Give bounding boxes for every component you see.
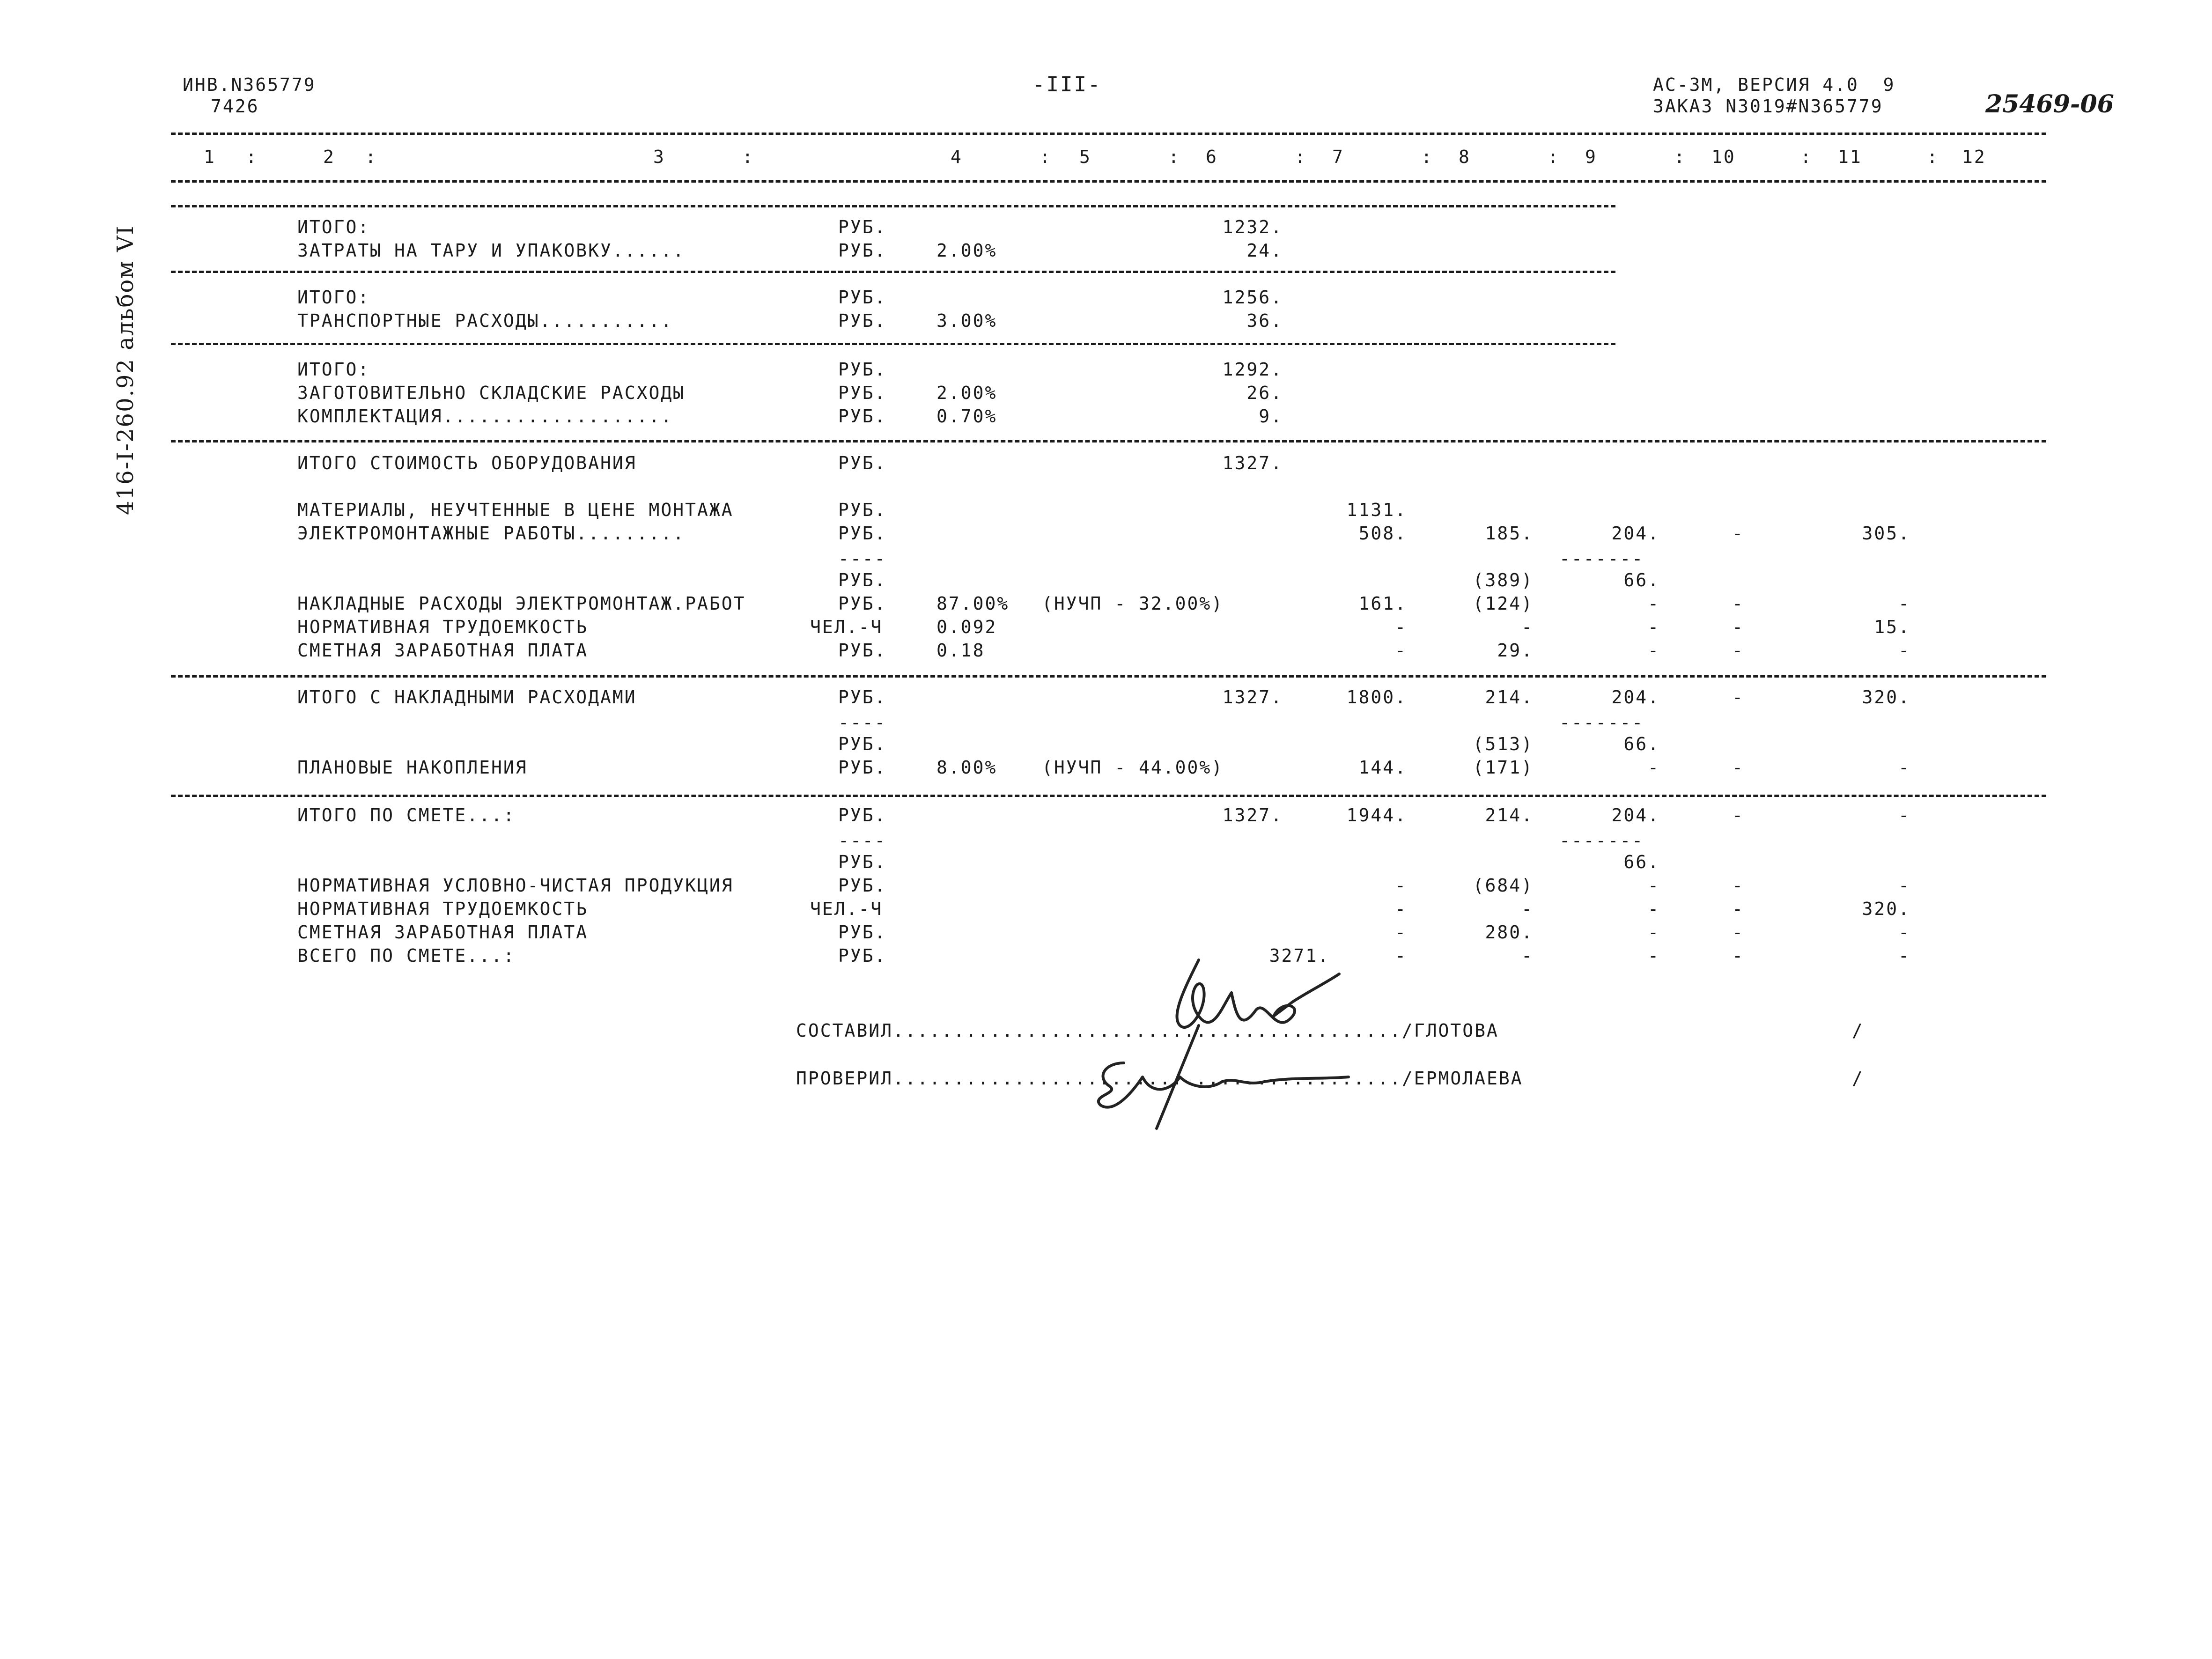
cell-c6: 1292. <box>1222 359 1283 380</box>
cell-label: СМЕТНАЯ ЗАРАБОТНАЯ ПЛАТА <box>297 922 589 943</box>
cell-c10: - <box>1732 945 1744 966</box>
cell-unit: РУБ. <box>838 875 887 896</box>
cell-c9: - <box>1648 593 1660 614</box>
cell-c9: - <box>1648 945 1660 966</box>
cell-unit: РУБ. <box>838 453 887 473</box>
column-number: 1 <box>204 147 216 167</box>
cell-c11: 320. <box>1862 687 1910 708</box>
cell-unit: ЧЕЛ.-Ч <box>810 899 883 919</box>
cell-unit: РУБ. <box>838 852 887 872</box>
cell-c7: 1944. <box>1346 805 1407 826</box>
cell-unit: РУБ. <box>838 805 887 826</box>
column-number: 9 <box>1585 147 1597 167</box>
cell-c9: - <box>1648 640 1660 661</box>
column-divider: : <box>742 147 754 167</box>
cell-c11: 15. <box>1874 617 1910 637</box>
cell-c6: 1256. <box>1222 287 1283 308</box>
inventory-number: ИНВ.N365779 <box>183 74 316 95</box>
cell-c7: 1800. <box>1346 687 1407 708</box>
cell-c7: - <box>1395 617 1407 637</box>
cell-c9: - <box>1648 875 1660 896</box>
column-divider: : <box>246 147 258 167</box>
cell-unit: РУБ. <box>838 945 887 966</box>
cell-c6: 9. <box>1259 406 1283 427</box>
column-number: 10 <box>1711 147 1736 167</box>
sub-total-rule: ---- <box>838 548 887 569</box>
cell-c9: 204. <box>1611 687 1660 708</box>
cell-label: НОРМАТИВНАЯ ТРУДОЕМКОСТЬ <box>297 617 589 637</box>
page-number: -III- <box>1032 73 1102 96</box>
cell-c9: 204. <box>1611 523 1660 544</box>
cell-c11: 305. <box>1862 523 1910 544</box>
compiled-end-mark: / <box>1852 1020 1864 1041</box>
cell-c6: 1327. <box>1222 805 1283 826</box>
cell-c8: 214. <box>1485 687 1534 708</box>
cell-c10: - <box>1732 523 1744 544</box>
cell-c9: 66. <box>1623 734 1660 754</box>
cell-label: НОРМАТИВНАЯ ТРУДОЕМКОСТЬ <box>297 899 589 919</box>
signature-glotova-tail <box>1157 1025 1199 1128</box>
cell-label: ИТОГО С НАКЛАДНЫМИ РАСХОДАМИ <box>297 687 637 708</box>
cell-c7: 144. <box>1358 757 1407 778</box>
cell-c10: - <box>1732 899 1744 919</box>
cell-c6: 1327. <box>1222 687 1283 708</box>
cell-label: ТРАНСПОРТНЫЕ РАСХОДЫ........... <box>297 310 673 331</box>
cell-c9: - <box>1648 922 1660 943</box>
cell-c6: 1232. <box>1222 217 1283 237</box>
column-number: 7 <box>1332 147 1344 167</box>
checked-dots: .......................................... <box>893 1068 1402 1089</box>
cell-unit: РУБ. <box>838 406 887 427</box>
cell-unit: РУБ. <box>838 687 887 708</box>
cell-c4: 8.00% <box>936 757 997 778</box>
compiled-label: СОСТАВИЛ <box>796 1020 893 1041</box>
cell-c10: - <box>1732 757 1744 778</box>
cell-c8: (171) <box>1473 757 1534 778</box>
cell-c7: 161. <box>1358 593 1407 614</box>
cell-unit: ЧЕЛ.-Ч <box>810 617 883 637</box>
cell-c6: 36. <box>1246 310 1283 331</box>
column-divider: : <box>1548 147 1560 167</box>
cell-unit: РУБ. <box>838 593 887 614</box>
column-divider: : <box>1421 147 1433 167</box>
cell-label: ИТОГО СТОИМОСТЬ ОБОРУДОВАНИЯ <box>297 453 637 473</box>
sub-total-rule: ------- <box>1559 548 1644 569</box>
column-number: 4 <box>951 147 963 167</box>
cell-c4: 0.092 <box>936 617 997 637</box>
checked-name: /ЕРМОЛАЕВА <box>1401 1068 1523 1089</box>
cell-c7: - <box>1395 899 1407 919</box>
cell-c8: (389) <box>1473 570 1534 590</box>
column-divider: : <box>1800 147 1813 167</box>
cell-c10: - <box>1732 617 1744 637</box>
cell-unit: РУБ. <box>838 734 887 754</box>
compiled-dots: .......................................... <box>893 1020 1402 1041</box>
cell-label: ПЛАНОВЫЕ НАКОПЛЕНИЯ <box>297 757 528 778</box>
compiled-name: /ГЛОТОВА <box>1401 1020 1499 1041</box>
cell-c10: - <box>1732 875 1744 896</box>
cell-c8: 214. <box>1485 805 1534 826</box>
sub-total-rule: ---- <box>838 830 887 851</box>
cell-c9: - <box>1648 899 1660 919</box>
cell-c7: 508. <box>1358 523 1407 544</box>
sub-total-rule: ------- <box>1559 712 1644 733</box>
cell-label: КОМПЛЕКТАЦИЯ................... <box>297 406 673 427</box>
cell-c10: - <box>1732 922 1744 943</box>
cell-c7: - <box>1395 922 1407 943</box>
cell-c5: (НУЧП - 44.00%) <box>1042 757 1224 778</box>
cell-c10: - <box>1732 593 1744 614</box>
cell-unit: РУБ. <box>838 217 887 237</box>
column-number: 5 <box>1079 147 1091 167</box>
cell-label: МАТЕРИАЛЫ, НЕУЧТЕННЫЕ В ЦЕНЕ МОНТАЖА <box>297 500 734 520</box>
column-number: 2 <box>323 147 335 167</box>
cell-c6: 1327. <box>1222 453 1283 473</box>
cell-unit: РУБ. <box>838 310 887 331</box>
cell-c11: - <box>1898 875 1910 896</box>
column-divider: : <box>1040 147 1052 167</box>
document-number: 25469-06 <box>1985 90 2114 118</box>
cell-c11: - <box>1898 593 1910 614</box>
cell-c7: - <box>1395 640 1407 661</box>
cell-unit: РУБ. <box>838 757 887 778</box>
cell-c4: 2.00% <box>936 383 997 403</box>
cell-c8: (684) <box>1473 875 1534 896</box>
cell-label: ВСЕГО ПО СМЕТЕ...: <box>297 945 516 966</box>
cell-unit: РУБ. <box>838 500 887 520</box>
checked-label: ПРОВЕРИЛ <box>796 1068 893 1089</box>
cell-unit: РУБ. <box>838 240 887 261</box>
column-divider: : <box>365 147 377 167</box>
checked-end-mark: / <box>1852 1068 1864 1089</box>
column-divider: : <box>1168 147 1180 167</box>
cell-label: НОРМАТИВНАЯ УСЛОВНО-ЧИСТАЯ ПРОДУКЦИЯ <box>297 875 734 896</box>
cell-c7: - <box>1395 945 1407 966</box>
order-number: ЗАКАЗ N3019#N365779 <box>1653 96 1883 117</box>
cell-c8: - <box>1521 617 1534 637</box>
cell-c11: - <box>1898 640 1910 661</box>
column-number: 6 <box>1206 147 1218 167</box>
signature-glotova <box>1177 960 1339 1027</box>
cell-c7: 1131. <box>1346 500 1407 520</box>
cell-c8: (124) <box>1473 593 1534 614</box>
cell-label: ИТОГО: <box>297 217 370 237</box>
cell-unit: РУБ. <box>838 523 887 544</box>
cell-c10: - <box>1732 805 1744 826</box>
cell-c4: 0.70% <box>936 406 997 427</box>
cell-c9: - <box>1648 617 1660 637</box>
cell-label: ЭЛЕКТРОМОНТАЖНЫЕ РАБОТЫ......... <box>297 523 686 544</box>
cell-c11: 320. <box>1862 899 1910 919</box>
cell-c8: - <box>1521 945 1534 966</box>
cell-c6: 26. <box>1246 383 1283 403</box>
cell-unit: РУБ. <box>838 287 887 308</box>
cell-c4: 3.00% <box>936 310 997 331</box>
cell-label: ЗАТРАТЫ НА ТАРУ И УПАКОВКУ...... <box>297 240 686 261</box>
column-divider: : <box>1295 147 1307 167</box>
cell-unit: РУБ. <box>838 640 887 661</box>
cell-unit: РУБ. <box>838 570 887 590</box>
cell-c11: - <box>1898 945 1910 966</box>
column-number: 3 <box>653 147 665 167</box>
album-side-label: 416-I-260.92 альбом VI <box>112 225 139 515</box>
column-divider: : <box>1927 147 1939 167</box>
cell-c9: - <box>1648 757 1660 778</box>
cell-c8: - <box>1521 899 1534 919</box>
cell-c8: (513) <box>1473 734 1534 754</box>
cell-label: ЗАГОТОВИТЕЛЬНО СКЛАДСКИЕ РАСХОДЫ <box>297 383 686 403</box>
cell-c11: - <box>1898 757 1910 778</box>
cell-c10: - <box>1732 640 1744 661</box>
cell-c9: 66. <box>1623 852 1660 872</box>
cell-c10: - <box>1732 687 1744 708</box>
cell-label: ИТОГО: <box>297 359 370 380</box>
cell-c9: 66. <box>1623 570 1660 590</box>
column-number: 11 <box>1838 147 1862 167</box>
cell-c4: 0.18 <box>936 640 985 661</box>
cell-label: СМЕТНАЯ ЗАРАБОТНАЯ ПЛАТА <box>297 640 589 661</box>
cell-unit: РУБ. <box>838 922 887 943</box>
cell-c8: 185. <box>1485 523 1534 544</box>
cell-c11: - <box>1898 922 1910 943</box>
cell-label: ИТОГО ПО СМЕТЕ...: <box>297 805 516 826</box>
cell-unit: РУБ. <box>838 359 887 380</box>
cell-c8: 280. <box>1485 922 1534 943</box>
column-number: 8 <box>1459 147 1471 167</box>
cell-unit: РУБ. <box>838 383 887 403</box>
column-divider: : <box>1674 147 1686 167</box>
program-version: АС-3М, ВЕРСИЯ 4.0 9 <box>1653 74 1895 95</box>
cell-c7: - <box>1395 875 1407 896</box>
cell-c6: 24. <box>1246 240 1283 261</box>
cell-c11: - <box>1898 805 1910 826</box>
inventory-sub-number: 7426 <box>211 96 259 117</box>
cell-label: НАКЛАДНЫЕ РАСХОДЫ ЭЛЕКТРОМОНТАЖ.РАБОТ <box>297 593 746 614</box>
cell-c9: 204. <box>1611 805 1660 826</box>
cell-c4: 87.00% <box>936 593 1010 614</box>
cell-c6: 3271. <box>1269 945 1330 966</box>
cell-c5: (НУЧП - 32.00%) <box>1042 593 1224 614</box>
cell-c8: 29. <box>1497 640 1534 661</box>
cell-c4: 2.00% <box>936 240 997 261</box>
cell-label: ИТОГО: <box>297 287 370 308</box>
sub-total-rule: ------- <box>1559 830 1644 851</box>
sub-total-rule: ---- <box>838 712 887 733</box>
column-number: 12 <box>1962 147 1986 167</box>
signature-ermolaeva <box>1099 1063 1349 1107</box>
